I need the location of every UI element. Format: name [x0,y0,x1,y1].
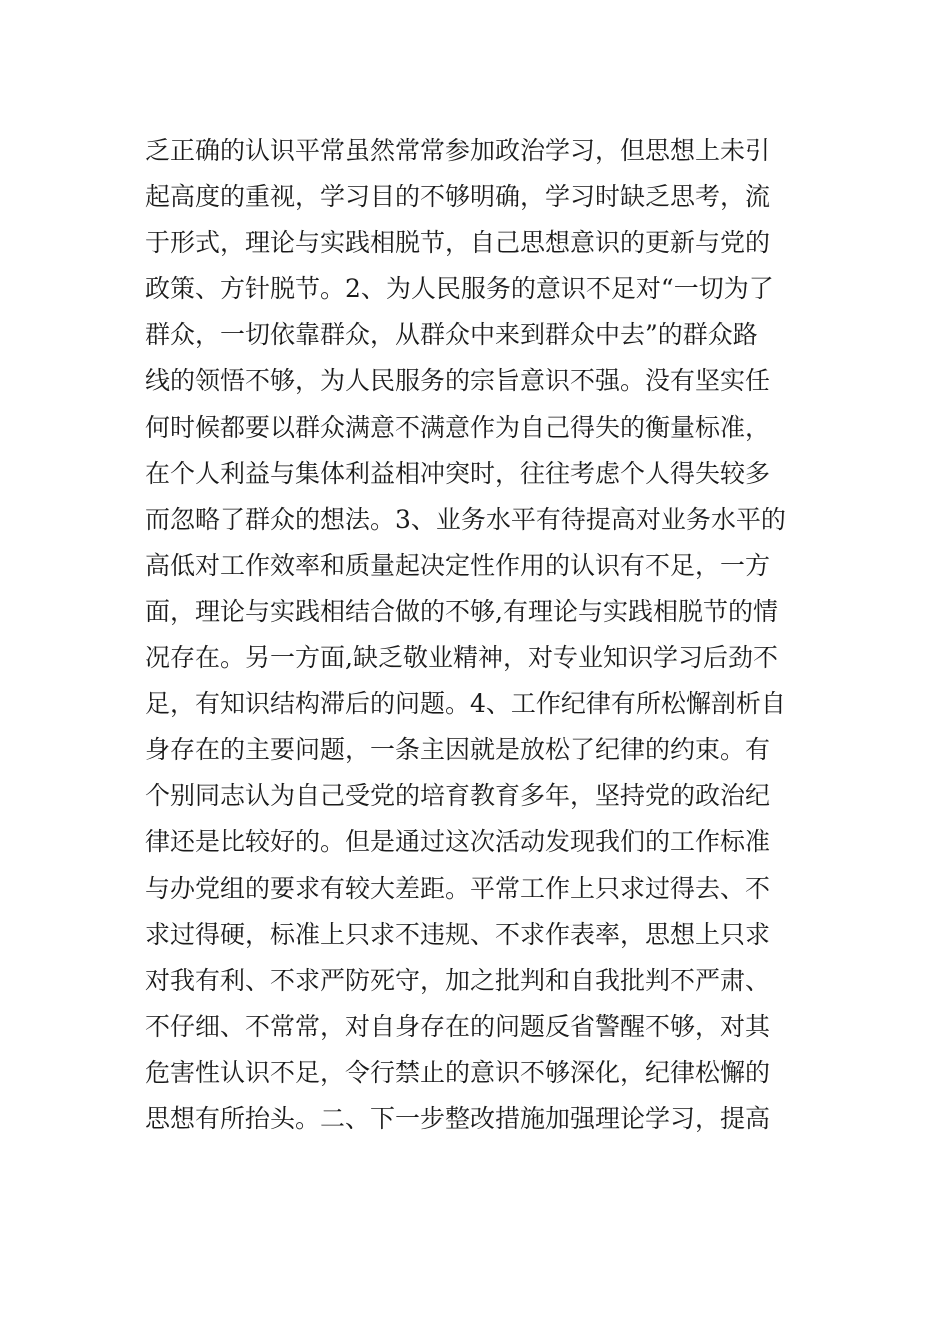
text-line: 在个人利益与集体利益相冲突时，往往考虑个人得失较多 [145,458,771,488]
text-line: 高低对工作效率和质量起决定性作用的认识有不足，一方 [145,550,771,580]
text-line: 于形式，理论与实践相脱节，自己思想意识的更新与党的 [145,228,771,258]
text-line: 线的领悟不够，为人民服务的宗旨意识不强。没有坚实任 [145,366,771,396]
text-line: 对我有利、不求严防死守，加之批判和自我批判不严肃、 [145,965,771,995]
text-line: 乏正确的认识平常虽然常常参加政治学习，但思想上未引 [145,136,771,165]
text-line: 政策、方针脱节。2、为人民服务的意识不足对“一切为了 [145,274,774,304]
text-line: 而忽略了群众的想法。3、业务水平有待提高对业务水平的 [145,504,786,534]
text-line: 求过得硬，标准上只求不违规、不求作表率，思想上只求 [145,919,771,949]
text-line: 与办党组的要求有较大差距。平常工作上只求过得去、不 [145,873,771,903]
text-line: 起高度的重视，学习目的不够明确，学习时缺乏思考，流 [145,182,771,212]
text-line: 况存在。另一方面,缺乏敬业精神，对专业知识学习后劲不 [145,643,778,673]
text-line: 不仔细、不常常，对自身存在的问题反省警醒不够，对其 [145,1011,771,1041]
text-line: 何时候都要以群众满意不满意作为自己得失的衡量标准， [145,412,771,442]
text-line: 足，有知识结构滞后的问题。4、工作纪律有所松懈剖析自 [145,689,786,719]
text-line: 面，理论与实践相结合做的不够,有理论与实践相脱节的情 [145,596,778,626]
body-text [145,128,810,1142]
text-line: 律还是比较好的。但是通过这次活动发现我们的工作标准 [145,827,771,857]
text-line: 群众，一切依靠群众，从群众中来到群众中去”的群众路 [145,320,758,350]
text-line: 身存在的主要问题，一条主因就是放松了纪律的约束。有 [145,735,771,765]
text-line: 个别同志认为自己受党的培育教育多年，坚持党的政治纪 [145,781,771,811]
text-line: 思想有所抬头。二、下一步整改措施加强理论学习，提高 [145,1103,771,1133]
text-line: 危害性认识不足，令行禁止的意识不够深化，纪律松懈的 [145,1057,771,1087]
